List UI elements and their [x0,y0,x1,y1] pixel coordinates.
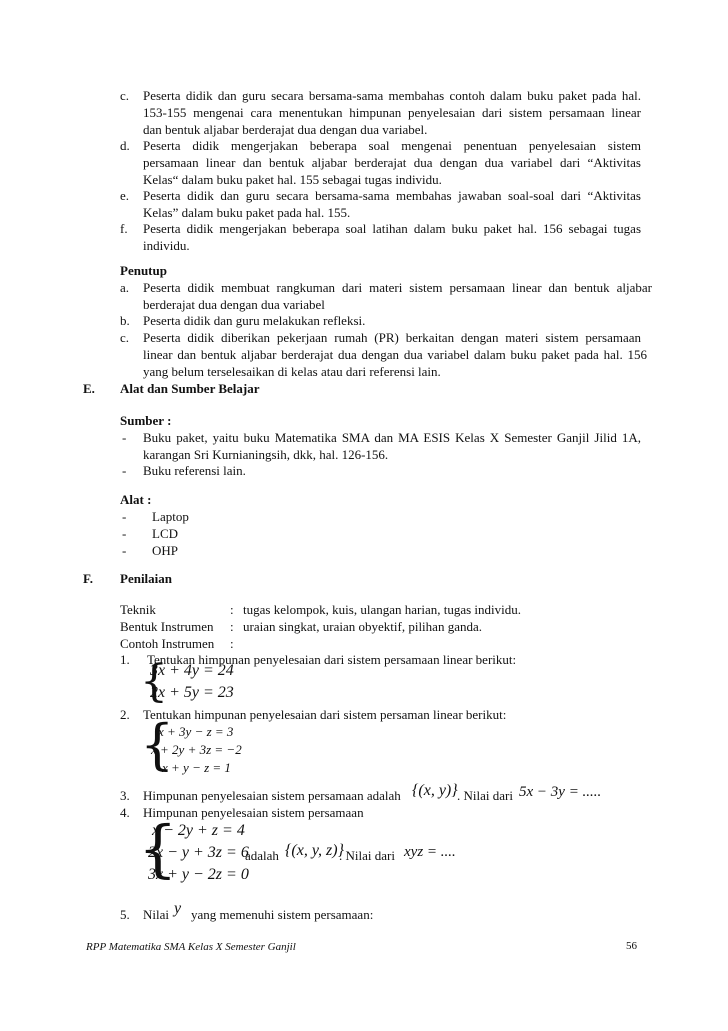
list-marker: c. [120,330,130,345]
list-item-line: Peserta didik mengerjakan beberapa soal mengenai penentuan penyelesaian sistem [143,138,641,153]
list-marker: b. [120,313,130,328]
alat-item: Laptop [152,509,189,524]
list-item-line: karangan Sri Kurnianingsih, dkk, hal. 126-156. [143,447,389,462]
list-marker: c. [120,88,130,103]
alat-item: LCD [152,526,178,541]
question-text: adalah [245,848,279,863]
list-item-line: individu. [143,238,190,253]
penutup-heading: Penutup [120,263,167,278]
list-item-line: Kelas” dalam buku paket pada hal. 155. [143,205,351,220]
equation: 2x + 5y = 23 [150,684,234,701]
equation: 3x + 4y = 24 [150,662,234,679]
question-text: Tentukan himpunan penyelesaian dari sistem persamaan linear berikut: [147,652,517,667]
equation: x + y − z = 1 [162,760,231,775]
assessment-value: tugas kelompok, kuis, ulangan harian, tugas individu. [243,602,522,617]
question-number: 4. [120,805,130,820]
section-letter: E. [83,381,95,396]
list-marker: e. [120,188,130,203]
alat-heading: Alat : [120,492,152,507]
equation: x + 2y + 3z = −2 [151,742,242,757]
variable: y [174,900,182,917]
assessment-colon: : [230,619,234,634]
equation: x − 2y + z = 4 [152,822,245,839]
footer-title: RPP Matematika SMA Kelas X Semester Ganjil [86,941,296,953]
equation: 2x − y + 3z = 6 [148,844,249,861]
list-marker: - [122,543,127,558]
question-text: Himpunan penyelesaian sistem persamaan adalah [143,788,401,803]
solution-set: {(x, y)} [412,782,458,799]
question-text: Himpunan penyelesaian sistem persamaan [143,805,364,820]
list-item-line: Peserta didik diberikan pekerjaan rumah (PR) berkaitan dengan materi sistem persamaan [143,330,641,345]
assessment-label: Contoh Instrumen [120,636,215,651]
list-item-line: Peserta didik membuat rangkuman dari materi sistem persamaan linear dan bentuk aljabar [143,280,652,295]
assessment-label: Bentuk Instrumen [120,619,214,634]
assessment-colon: : [230,636,234,651]
question-number: 2. [120,707,130,722]
list-marker: - [122,526,127,541]
list-item-line: 153-155 mengenai cara menentukan himpunan penyelesaian dari sistem persamaan linear [143,105,641,120]
list-item-line: linear dan bentuk aljabar berderajat dua dengan dua variabel dalam buku paket pada hal. 156 [143,347,647,362]
question-text: yang memenuhi sistem persamaan: [191,907,374,922]
question-text: . Nilai dari [339,848,395,863]
question-text: Tentukan himpunan penyelesaian dari sistem persaman linear berikut: [143,707,507,722]
list-item-line: Peserta didik dan guru secara bersama-sama membahas jawaban soal-soal dari “Aktivitas [143,188,641,203]
question-number: 1. [120,652,130,667]
list-item-line: Peserta didik mengerjakan beberapa soal latihan dalam buku paket hal. 156 sebagai tugas [143,221,641,236]
page-number: 56 [626,940,637,952]
list-item-line: Buku paket, yaitu buku Matematika SMA dan MA ESIS Kelas X Semester Ganjil Jilid 1A, [143,430,641,445]
alat-item: OHP [152,543,179,558]
equation: 3x + y − 2z = 0 [148,866,249,883]
sumber-heading: Sumber : [120,413,172,428]
left-brace-icon: { [138,812,178,885]
list-marker: - [122,509,127,524]
list-marker: a. [120,280,130,295]
list-item-line: persamaan linear dan bentuk aljabar berderajat dua dengan dua variabel dari “Aktivitas [143,155,641,170]
assessment-colon: : [230,602,234,617]
list-item-line: Peserta didik dan guru melakukan refleksi. [143,313,366,328]
question-number: 5. [120,907,130,922]
list-item-line: Peserta didik dan guru secara bersama-sama membahas contoh dalam buku paket pada hal. [143,88,641,103]
question-text: Nilai [143,907,169,922]
list-item-line: Buku referensi lain. [143,463,246,478]
list-item-line: yang belum terselesaikan di kelas atau dari referensi lain. [143,364,441,379]
list-marker: f. [120,221,128,236]
left-brace-icon: { [140,656,168,707]
list-item-line: dan bentuk aljabar berderajat dua dengan dua variabel. [143,122,428,137]
solution-set: {(x, y, z)} [285,842,344,859]
list-marker: d. [120,138,130,153]
assessment-value: uraian singkat, uraian obyektif, pilihan ganda. [243,619,482,634]
section-title: Alat dan Sumber Belajar [120,381,260,396]
section-letter: F. [83,571,93,586]
list-marker: - [122,463,127,478]
left-brace-icon: { [140,713,175,776]
list-item-line: berderajat dua dengan dua variabel [143,297,325,312]
expression: xyz = .... [404,844,456,860]
equation: x + 3y − z = 3 [158,724,234,739]
list-item-line: Kelas“ dalam buku paket hal. 155 sebagai tugas individu. [143,172,442,187]
list-marker: - [122,430,127,445]
question-number: 3. [120,788,130,803]
question-text: . Nilai dari [457,788,513,803]
section-title: Penilaian [120,571,173,586]
expression: 5x − 3y = ..... [519,784,602,800]
assessment-label: Teknik [120,602,156,617]
